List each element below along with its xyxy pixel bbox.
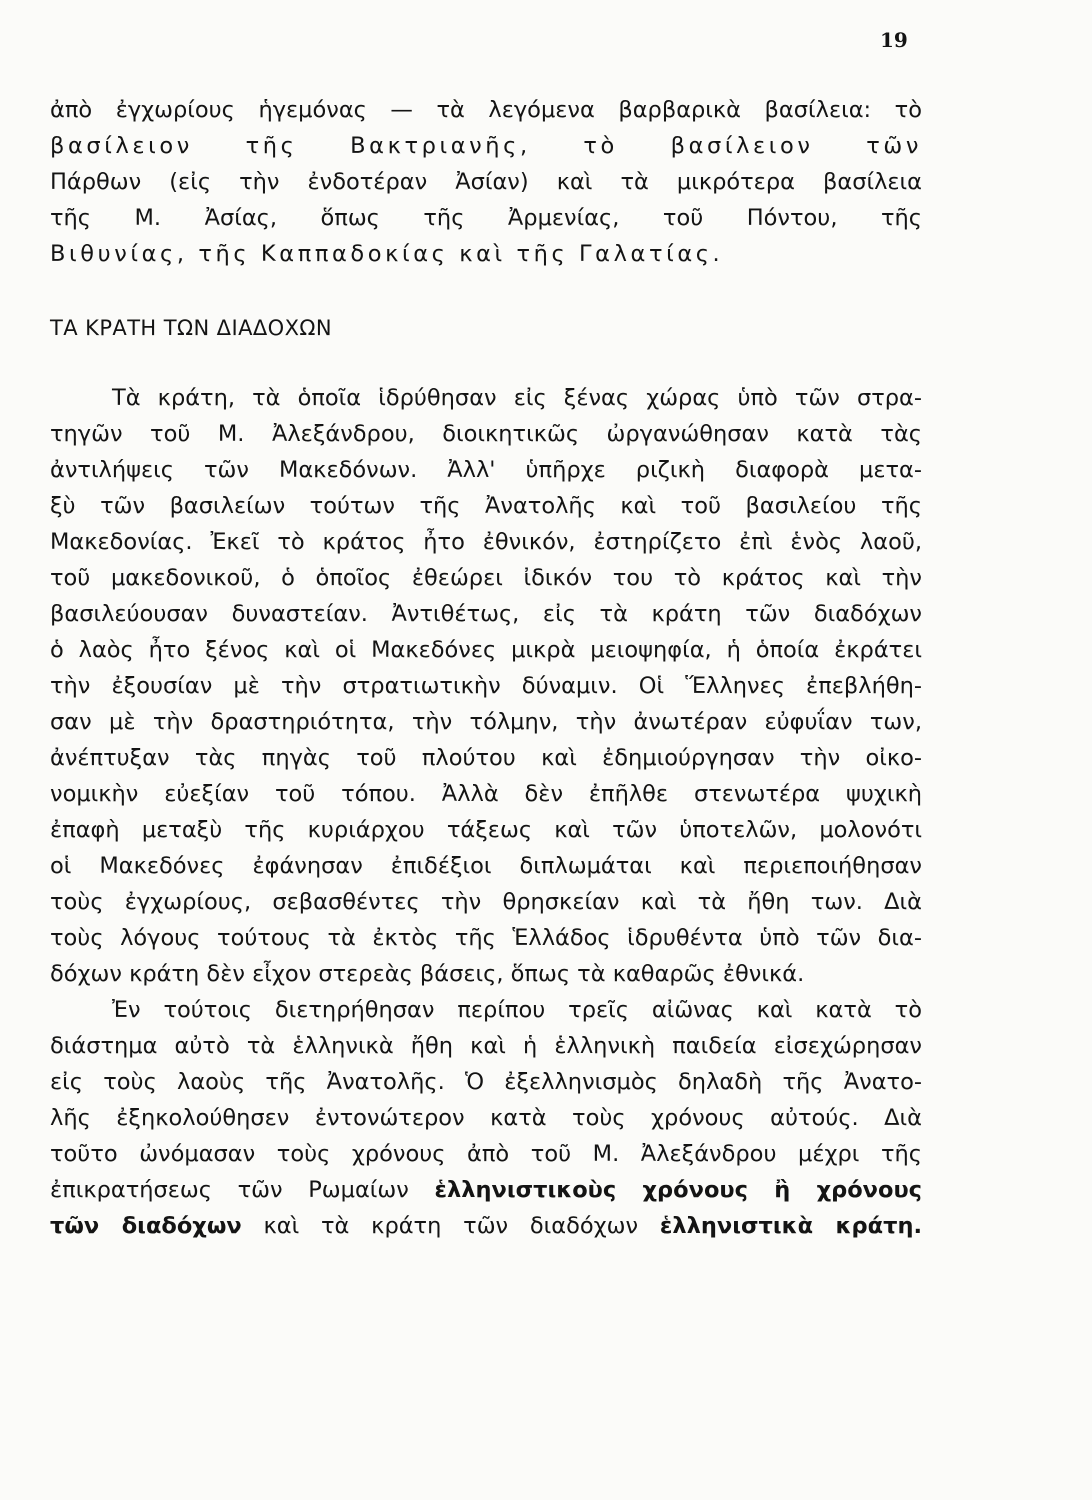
text-line: τηγῶν τοῦ Μ. Ἀλεξάνδρου, διοικητικῶς ὠργανώθησαν κατὰ τὰς xyxy=(50,421,922,447)
page-number: 19 xyxy=(880,28,908,52)
text-line: σαν μὲ τὴν δραστηριότητα, τὴν τόλμην, τὴν ἀνωτέραν εὐφυΐαν των, xyxy=(50,709,922,735)
text-line: Τὰ κράτη, τὰ ὁποῖα ἱδρύθησαν εἰς ξένας χώρας ὑπὸ τῶν στρα- xyxy=(112,385,922,411)
text-line: Πάρθων (εἰς τὴν ἐνδοτέραν Ἀσίαν) καὶ τὰ μικρότερα βασίλεια xyxy=(50,169,922,195)
text-line: βασιλεύουσαν δυναστείαν. Ἀντιθέτως, εἰς τὰ κράτη τῶν διαδόχων xyxy=(50,601,922,627)
text-line: λῆς ἐξηκολούθησεν ἐντονώτερον κατὰ τοὺς χρόνους αὐτούς. Διὰ xyxy=(50,1105,922,1131)
text-line: τοῦτο ὠνόμασαν τοὺς χρόνους ἀπὸ τοῦ Μ. Ἀλεξάνδρου μέχρι τῆς xyxy=(50,1141,922,1167)
text-line: τοῦ μακεδονικοῦ, ὁ ὁποῖος ἐθεώρει ἰδικόν του τὸ κράτος καὶ τὴν xyxy=(50,565,922,591)
text-line: ἀπὸ ἐγχωρίους ἡγεμόνας — τὰ λεγόμενα βαρβαρικὰ βασίλεια: τὸ xyxy=(50,97,922,123)
text-line: Βιθυνίας, τῆς Καππαδοκίας καὶ τῆς Γαλατίας. xyxy=(50,241,724,267)
text-line xyxy=(50,1172,922,1208)
bold-term: τῶν διαδόχων xyxy=(50,1213,242,1239)
text-line: τὴν ἐξουσίαν μὲ τὴν στρατιωτικὴν δύναμιν. Οἱ Ἕλληνες ἐπεβλήθη- xyxy=(50,673,922,699)
text-line: οἱ Μακεδόνες ἐφάνησαν ἐπιδέξιοι διπλωμάται καὶ περιεποιήθησαν xyxy=(50,853,922,879)
text-line: ἀνέπτυξαν τὰς πηγὰς τοῦ πλούτου καὶ ἐδημιούργησαν τὴν οἰκο- xyxy=(50,745,922,771)
text-line: ἐπαφὴ μεταξὺ τῆς κυριάρχου τάξεως καὶ τῶν ὑποτελῶν, μολονότι xyxy=(50,817,922,843)
text-line: Μακεδονίας. Ἐκεῖ τὸ κράτος ἦτο ἐθνικόν, ἐστηρίζετο ἐπὶ ἑνὸς λαοῦ, xyxy=(50,529,922,555)
intro-paragraph xyxy=(50,92,922,272)
bold-term: ἑλληνιστικοὺς χρόνους ἢ χρόνους xyxy=(434,1177,922,1203)
body-paragraph xyxy=(50,380,922,1244)
text-line: Ἐν τούτοις διετηρήθησαν περίπου τρεῖς αἰῶνας καὶ κατὰ τὸ xyxy=(112,997,922,1023)
text-line: εἰς τοὺς λαοὺς τῆς Ἀνατολῆς. Ὁ ἐξελληνισμὸς δηλαδὴ τῆς Ἀνατο- xyxy=(50,1069,922,1095)
text-line: τοὺς λόγους τούτους τὰ ἐκτὸς τῆς Ἑλλάδος ἱδρυθέντα ὑπὸ τῶν δια- xyxy=(50,925,922,951)
text-line: τῆς Μ. Ἀσίας, ὅπως τῆς Ἀρμενίας, τοῦ Πόντου, τῆς xyxy=(50,205,922,231)
text-run: ἐπικρατήσεως τῶν Ρωμαίων xyxy=(50,1177,409,1203)
text-line: δόχων κράτη δὲν εἶχον στερεὰς βάσεις, ὅπως τὰ καθαρῶς ἐθνικά. xyxy=(50,961,805,987)
text-line: τοὺς ἐγχωρίους, σεβασθέντες τὴν θρησκείαν καὶ τὰ ἤθη των. Διὰ xyxy=(50,889,922,915)
text-line: ξὺ τῶν βασιλείων τούτων τῆς Ἀνατολῆς καὶ τοῦ βασιλείου τῆς xyxy=(50,493,922,519)
text-line: βασίλειον τῆς Βακτριανῆς, τὸ βασίλειον τῶν xyxy=(50,133,922,159)
section-heading: ΤΑ ΚΡΑΤΗ ΤΩΝ ΔΙΑΔΟΧΩΝ xyxy=(50,316,333,340)
text-run: καὶ τὰ κράτη τῶν διαδόχων xyxy=(263,1213,639,1239)
bold-term: ἑλληνιστικὰ κράτη. xyxy=(659,1213,923,1239)
text-line: διάστημα αὐτὸ τὰ ἑλληνικὰ ἤθη καὶ ἡ ἑλληνικὴ παιδεία εἰσεχώρησαν xyxy=(50,1033,922,1059)
text-line: ἀντιλήψεις τῶν Μακεδόνων. Ἀλλ' ὑπῆρχε ριζικὴ διαφορὰ μετα- xyxy=(50,457,922,483)
text-line: ὁ λαὸς ἦτο ξένος καὶ οἱ Μακεδόνες μικρὰ μειοψηφία, ἡ ὁποία ἐκράτει xyxy=(50,637,922,663)
text-line: νομικὴν εὐεξίαν τοῦ τόπου. Ἀλλὰ δὲν ἐπῆλθε στενωτέρα ψυχικὴ xyxy=(50,781,922,807)
text-line xyxy=(50,1208,922,1244)
